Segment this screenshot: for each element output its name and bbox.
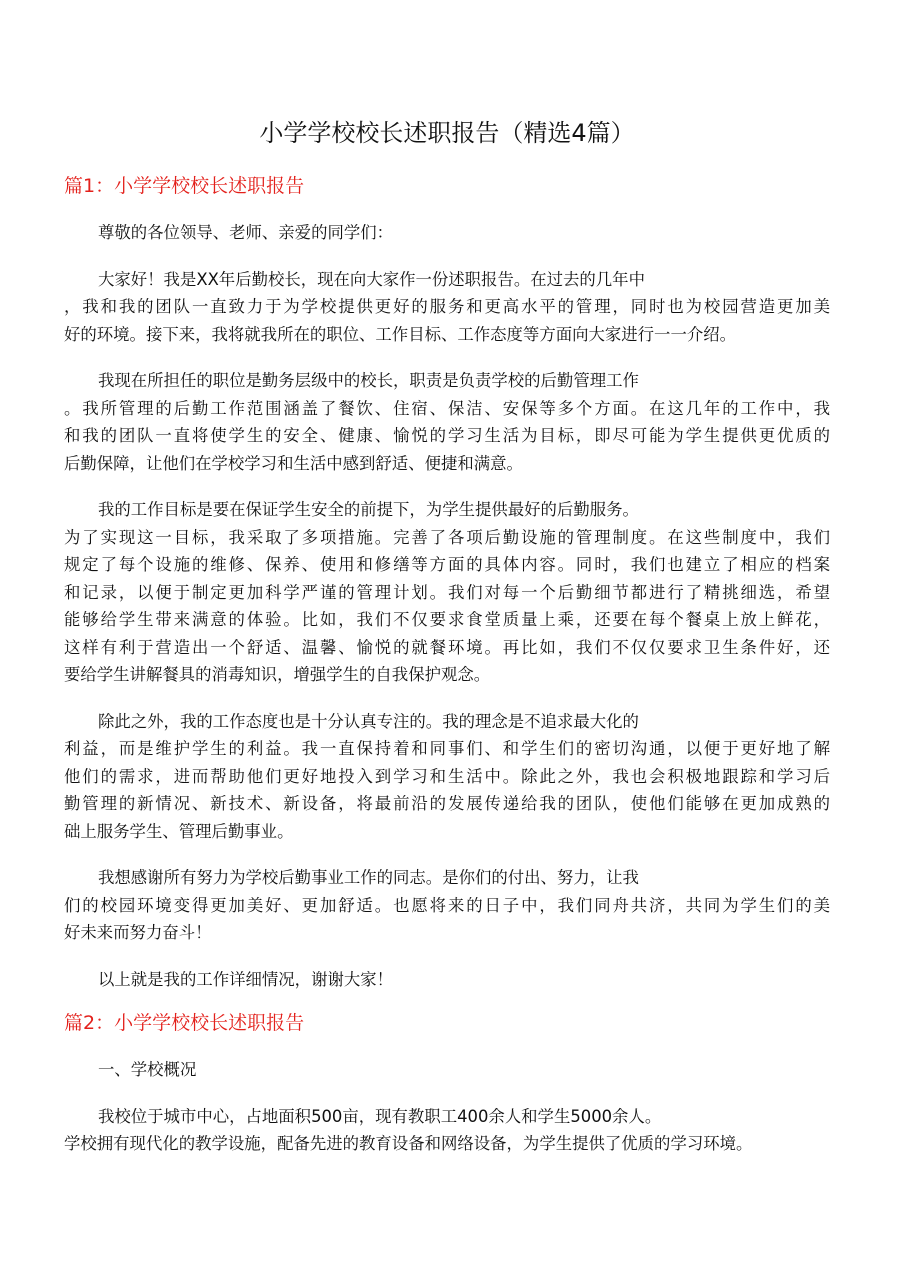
document-body [64, 172, 830, 1158]
paragraph-line: 勤管理的新情况、新技术、新设备，将最前沿的发展传递给我的团队，使他们能够在更加成熟的 [64, 794, 830, 813]
paragraph-line: 学校拥有现代化的教学设施，配备先进的教育设备和网络设备，为学生提供了优质的学习环境。 [64, 1134, 753, 1153]
paragraph-line: 能够给学生带来满意的体验。比如，我们不仅要求食堂质量上乘，还要在每个餐桌上放上鲜花， [64, 610, 830, 629]
paragraph-line: 为了实现这一目标，我采取了多项措施。完善了各项后勤设施的管理制度。在这些制度中，我们 [64, 527, 830, 547]
paragraph-line: 以上就是我的工作详细情况，谢谢大家！ [98, 969, 394, 989]
paragraph [64, 1056, 830, 1084]
paragraph [64, 864, 830, 947]
paragraph-line: 利益，而是维护学生的利益。我一直保持着和同事们、和学生们的密切沟通，以便于更好地了解 [64, 739, 830, 758]
paragraph-line: 和记录，以便于制定更加科学严谨的管理计划。我们对每一个后勤细节都进行了精挑细选，希望 [64, 582, 830, 602]
section-heading: 篇2：小学学校校长述职报告 [64, 1012, 305, 1034]
paragraph [64, 266, 830, 349]
paragraph-line: 尊敬的各位领导、老师、亲爱的同学们： [98, 223, 394, 242]
paragraph [64, 219, 830, 247]
paragraph-line: 和我的团队一直将使学生的安全、健康、愉悦的学习生活为目标，即尽可能为学生提供更优质的 [64, 426, 830, 445]
paragraph-line: 除此之外，我的工作态度也是十分认真专注的。我的理念是不追求最大化的 [98, 711, 639, 731]
paragraph-line: 。我所管理的后勤工作范围涵盖了餐饮、住宿、保洁、安保等多个方面。在这几年的工作中，我 [64, 398, 830, 418]
paragraph-line: ，我和我的团队一直致力于为学校提供更好的服务和更高水平的管理，同时也为校园营造更加美 [64, 297, 830, 316]
paragraph [64, 496, 830, 689]
section-heading: 篇1：小学学校校长述职报告 [64, 175, 305, 197]
paragraph-line: 好未来而努力奋斗！ [64, 923, 212, 942]
paragraph [64, 367, 830, 477]
paragraph-line: 要给学生讲解餐具的消毒知识，增强学生的自我保护观念。 [64, 665, 491, 684]
paragraph-line: 我想感谢所有努力为学校后勤事业工作的同志。是你们的付出、努力，让我 [98, 868, 639, 887]
paragraph-line: 规定了每个设施的维修、保养、使用和修缮等方面的具体内容。同时，我们也建立了相应的档案 [64, 555, 830, 574]
paragraph-line: 一、学校概况 [98, 1060, 197, 1079]
paragraph [64, 966, 830, 994]
paragraph-line: 我现在所担任的职位是勤务层级中的校长，职责是负责学校的后勤管理工作 [98, 371, 639, 390]
paragraph-line: 我校位于城市中心，占地面积500亩，现有教职工400余人和学生5000余人。 [98, 1106, 662, 1126]
paragraph-line: 大家好！我是XX年后勤校长，现在向大家作一份述职报告。在过去的几年中 [98, 269, 645, 289]
paragraph-line: 我的工作目标是要在保证学生安全的前提下，为学生提供最好的后勤服务。 [98, 500, 639, 519]
paragraph [64, 708, 830, 846]
paragraph-line: 后勤保障，让他们在学校学习和生活中感到舒适、便捷和满意。 [64, 453, 523, 473]
paragraph-line: 这样有利于营造出一个舒适、温馨、愉悦的就餐环境。再比如，我们不仅仅要求卫生条件好，还 [64, 637, 830, 657]
paragraph-line: 础上服务学生、管理后勤事业。 [64, 821, 294, 841]
paragraph-line: 好的环境。接下来，我将就我所在的职位、工作目标、工作态度等方面向大家进行一一介绍。 [64, 324, 737, 344]
document-title: 小学学校校长述职报告（精选4篇） [259, 119, 635, 147]
paragraph-line: 他们的需求，进而帮助他们更好地投入到学习和生活中。除此之外，我也会积极地跟踪和学习后 [64, 766, 830, 786]
paragraph [64, 1103, 830, 1158]
paragraph-line: 们的校园环境变得更加美好、更加舒适。也愿将来的日子中，我们同舟共济，共同为学生们的美 [64, 895, 830, 915]
